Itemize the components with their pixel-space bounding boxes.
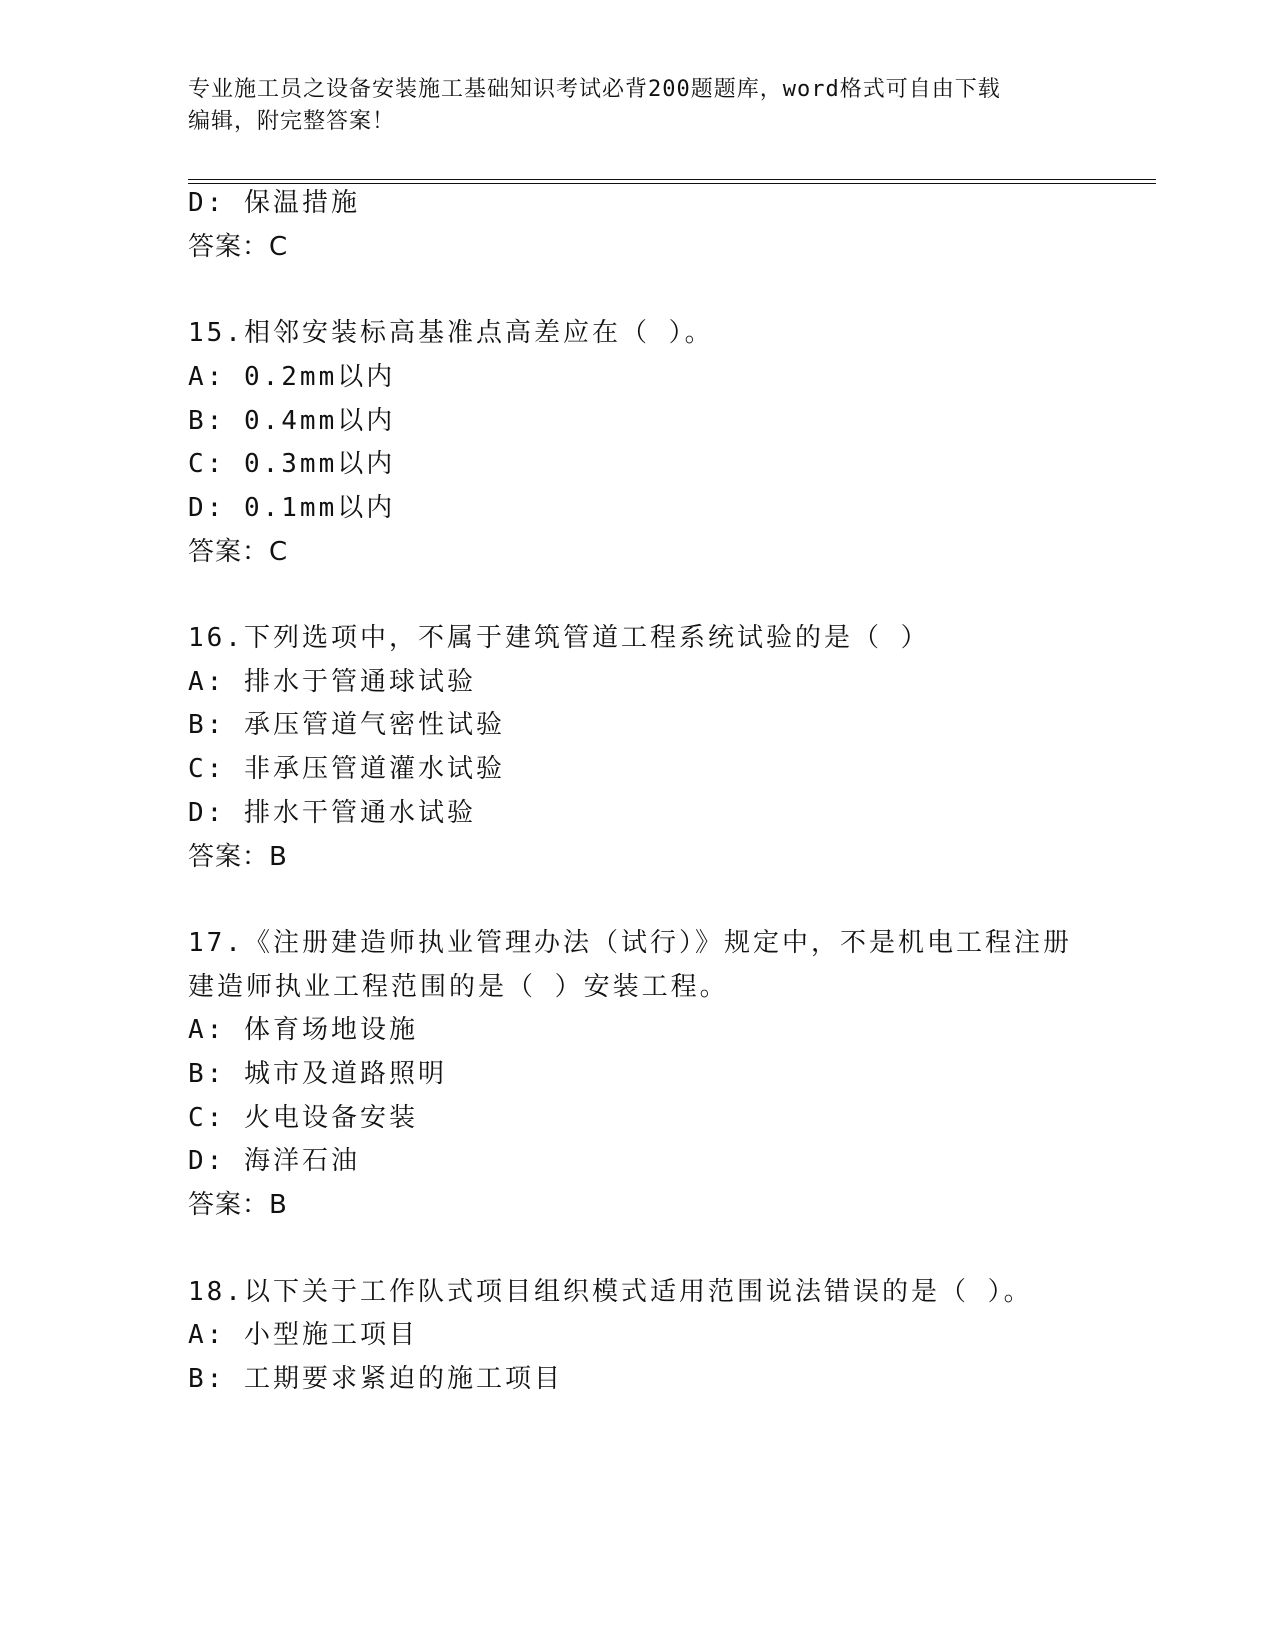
header-line-2: 编辑，附完整答案！ (188, 109, 396, 134)
prev-option-d: D: 保温措施 (188, 188, 360, 218)
question-16-option-b: B: 承压管道气密性试验 (188, 710, 505, 740)
header-divider-bottom (188, 183, 1156, 184)
question-17-stem-line-2: 建造师执业工程范围的是（ ）安装工程。 (188, 972, 729, 1002)
question-18-option-a: A: 小型施工项目 (188, 1320, 418, 1350)
question-15-answer: 答案：C (188, 537, 289, 567)
question-17-option-c: C: 火电设备安装 (188, 1103, 418, 1133)
question-17-answer: 答案：B (188, 1190, 288, 1220)
prev-answer: 答案：C (188, 232, 289, 262)
question-16-option-d: D: 排水干管通水试验 (188, 798, 476, 828)
question-16-stem: 16.下列选项中，不属于建筑管道工程系统试验的是（ ） (188, 623, 930, 653)
question-15-stem: 15.相邻安装标高基准点高差应在（ ）。 (188, 318, 714, 348)
question-15-option-b: B: 0.4mm以内 (188, 406, 396, 436)
question-15-option-c: C: 0.3mm以内 (188, 449, 396, 479)
document-header (188, 74, 1088, 138)
header-divider-top (188, 179, 1156, 180)
question-18-option-b: B: 工期要求紧迫的施工项目 (188, 1364, 563, 1394)
question-15-option-a: A: 0.2mm以内 (188, 362, 396, 392)
question-17-stem-line-1: 17.《注册建造师执业管理办法（试行）》规定中，不是机电工程注册 (188, 928, 1072, 958)
header-line-1: 专业施工员之设备安装施工基础知识考试必背200题题库，word格式可自由下载 (188, 77, 1001, 102)
question-16-option-a: A: 排水于管通球试验 (188, 667, 476, 697)
question-17-option-b: B: 城市及道路照明 (188, 1059, 447, 1089)
question-18-stem: 18.以下关于工作队式项目组织模式适用范围说法错误的是（ ）。 (188, 1277, 1033, 1307)
question-17-option-d: D: 海洋石油 (188, 1146, 360, 1176)
question-17-option-a: A: 体育场地设施 (188, 1015, 418, 1045)
question-16-answer: 答案：B (188, 842, 288, 872)
question-15-option-d: D: 0.1mm以内 (188, 493, 396, 523)
question-16-option-c: C: 非承压管道灌水试验 (188, 754, 505, 784)
